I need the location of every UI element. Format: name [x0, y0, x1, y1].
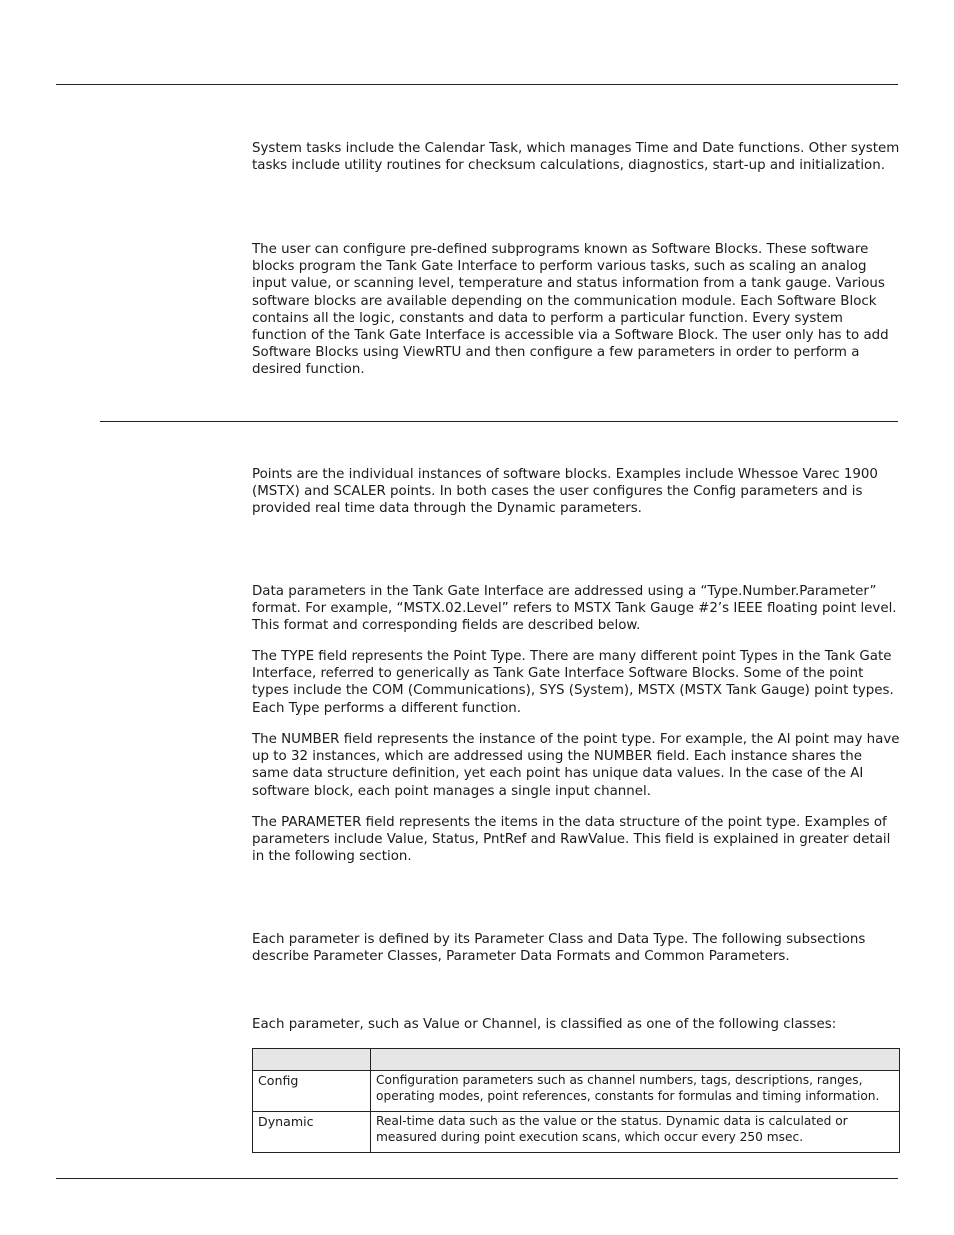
number-field-paragraph: The NUMBER field represents the instance of the point type. For example, the AI point may have up to 32 instances, which are addressed using the NUMBER field. Each instance shares the same data structure definition, yet each point has unique data values. In the case of the AI software block, each point manages a single input channel.: [252, 732, 900, 799]
table-header-class: [253, 1049, 371, 1071]
classes-intro-paragraph: Each parameter, such as Value or Channel, is classified as one of the following classes:: [252, 1017, 837, 1032]
addressing-paragraph: Data parameters in the Tank Gate Interface are addressed using a “Type.Number.Parameter” format. For example, “MSTX.02.Level” refers to MSTX Tank Gauge #2’s IEEE floating point level. This format and corresponding fields are described below.: [252, 584, 897, 634]
type-field-paragraph: The TYPE field represents the Point Type. There are many different point Types in the Tank Gate Interface, referred to generically as Tank Gate Interface Software Blocks. Some of the point types include the COM (Communications), SYS (System), MSTX (MSTX Tank Gauge) point types. Each Type performs a different function.: [252, 649, 894, 716]
table-row: [253, 1112, 900, 1153]
software-blocks-paragraph: The user can configure pre-defined subprograms known as Software Blocks. These software blocks program the Tank Gate Interface to perform various tasks, such as scaling an analog input value, or scanning level, temperature and status information from a tank gauge. Various software blocks are available depending on the communication module. Each Software Block contains all the logic, constants and data to perform a particular function. Every system function of the Tank Gate Interface is accessible via a Software Block. The user only has to add Software Blocks using ViewRTU and then configure a few parameters in order to perform a desired function.: [252, 242, 889, 378]
section-rule: [100, 421, 898, 422]
table-row: [253, 1071, 900, 1112]
class-name-cell: Dynamic: [253, 1112, 371, 1153]
footer-rule: [56, 1178, 898, 1179]
table-header-description: [371, 1049, 900, 1071]
class-name-cell: Config: [253, 1071, 371, 1112]
header-rule: [56, 84, 898, 85]
system-tasks-paragraph: System tasks include the Calendar Task, which manages Time and Date functions. Other system tasks include utility routines for checksum calculations, diagnostics, start-up and initialization.: [252, 141, 900, 174]
parameter-class-table: [252, 1048, 900, 1153]
class-description-cell: Configuration parameters such as channel numbers, tags, descriptions, ranges, operating modes, point references, constants for formulas and timing information.: [371, 1071, 900, 1112]
points-paragraph: Points are the individual instances of software blocks. Examples include Whessoe Varec 1900 (MSTX) and SCALER points. In both cases the user configures the Config parameters and is provided real time data through the Dynamic parameters.: [252, 467, 878, 517]
parameter-field-paragraph: The PARAMETER field represents the items in the data structure of the point type. Examples of parameters include Value, Status, PntRef and RawValue. This field is explained in greater detail in the following section.: [252, 815, 891, 865]
parameters-intro-paragraph: Each parameter is defined by its Parameter Class and Data Type. The following subsections describe Parameter Classes, Parameter Data Formats and Common Parameters.: [252, 932, 866, 965]
class-description-cell: Real-time data such as the value or the status. Dynamic data is calculated or measured during point execution scans, which occur every 250 msec.: [371, 1112, 900, 1153]
table-header-row: [253, 1049, 900, 1071]
